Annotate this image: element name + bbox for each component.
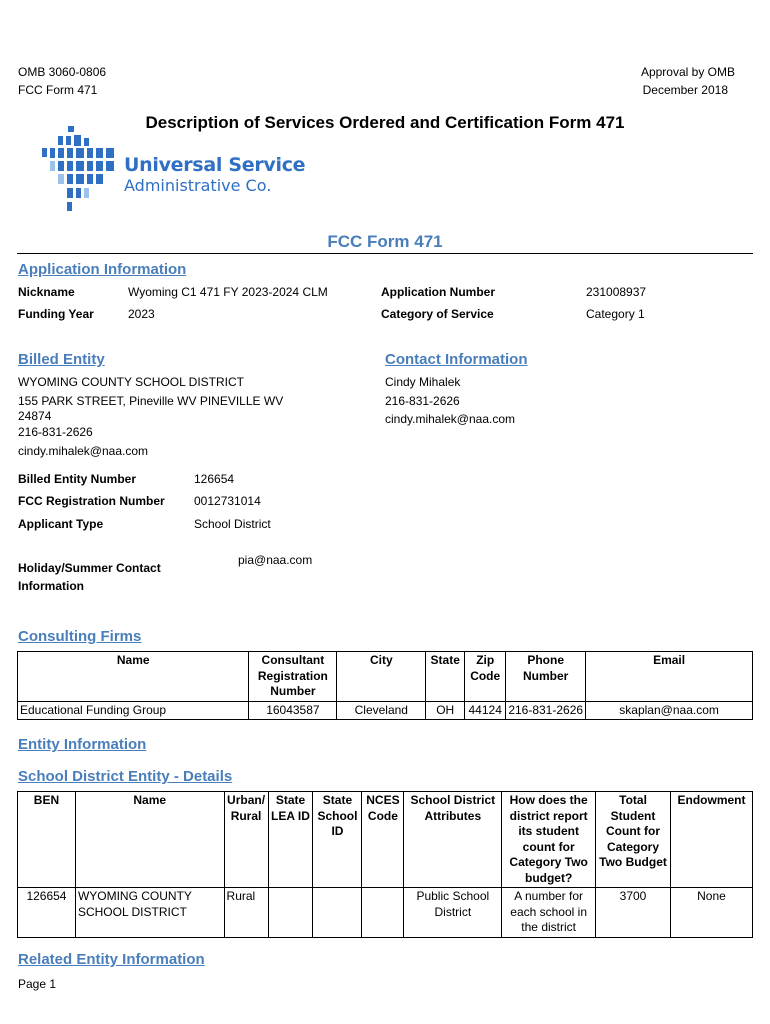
- billed-entity-email: cindy.mihalek@naa.com: [18, 444, 149, 458]
- table-cell: 16043587: [249, 701, 337, 720]
- ben-value: 126654: [194, 472, 235, 486]
- column-header: Name: [18, 652, 249, 702]
- contact-name: Cindy Mihalek: [385, 375, 461, 389]
- nickname-label: Nickname: [18, 285, 75, 299]
- consulting-firms-table: [17, 651, 753, 720]
- usac-logo: [40, 124, 306, 214]
- school-district-table: [17, 791, 753, 938]
- form-number: FCC Form 471: [18, 83, 98, 97]
- table-cell: 3700: [596, 888, 671, 938]
- table-cell: [313, 888, 362, 938]
- contact-phone: 216-831-2626: [385, 394, 460, 408]
- table-cell: Cleveland: [337, 701, 426, 720]
- table-cell: OH: [426, 701, 465, 720]
- application-number-label: Application Number: [381, 285, 496, 299]
- application-number-value: 231008937: [586, 285, 647, 299]
- holiday-contact-label-line2: Information: [18, 579, 84, 593]
- column-header: Name: [75, 792, 224, 888]
- frn-value: 0012731014: [194, 494, 261, 508]
- table-cell: None: [670, 888, 752, 938]
- table-cell: skaplan@naa.com: [586, 701, 753, 720]
- logo-text-line1: Universal Service: [124, 154, 306, 176]
- entity-info-heading: Entity Information: [18, 736, 147, 753]
- column-header: State: [426, 652, 465, 702]
- table-header-row: [18, 652, 753, 702]
- application-info-heading: Application Information: [18, 261, 187, 278]
- contact-info-heading: Contact Information: [385, 351, 528, 368]
- table-cell: WYOMING COUNTY SCHOOL DISTRICT: [75, 888, 224, 938]
- column-header: School District Attributes: [404, 792, 502, 888]
- omb-number: OMB 3060-0806: [18, 65, 107, 79]
- page-number: Page 1: [18, 977, 57, 991]
- table-header-row: [18, 792, 753, 888]
- billed-entity-address1: 155 PARK STREET, Pineville WV PINEVILLE WV: [18, 394, 284, 408]
- related-entity-heading: Related Entity Information: [18, 951, 205, 968]
- table-cell: 126654: [18, 888, 76, 938]
- approval-text: Approval by OMB: [640, 65, 735, 79]
- holiday-contact-label-line1: Holiday/Summer Contact: [18, 561, 161, 575]
- contact-email: cindy.mihalek@naa.com: [385, 412, 516, 426]
- column-header: Email: [586, 652, 753, 702]
- table-cell: [362, 888, 404, 938]
- title-divider: [17, 253, 753, 254]
- column-header: Endowment: [670, 792, 752, 888]
- billed-entity-heading: Billed Entity: [18, 351, 105, 368]
- approval-date: December 2018: [642, 83, 728, 97]
- column-header: How does the district report its student count for Category Two budget?: [502, 792, 596, 888]
- column-header: City: [337, 652, 426, 702]
- consulting-firms-heading: Consulting Firms: [18, 628, 142, 645]
- table-cell: 44124: [465, 701, 506, 720]
- column-header: Urban/ Rural: [224, 792, 268, 888]
- column-header: Total Student Count for Category Two Budget: [596, 792, 671, 888]
- category-label: Category of Service: [381, 307, 494, 321]
- column-header: Consultant Registration Number: [249, 652, 337, 702]
- column-header: State LEA ID: [268, 792, 313, 888]
- table-cell: A number for each school in the district: [502, 888, 596, 938]
- document-title: Description of Services Ordered and Certification Form 471: [145, 113, 625, 132]
- usac-logo-mark-icon: [40, 124, 120, 214]
- column-header: NCES Code: [362, 792, 404, 888]
- applicant-type-value: School District: [194, 517, 271, 531]
- table-cell: 216-831-2626: [506, 701, 586, 720]
- funding-year-value: 2023: [128, 307, 155, 321]
- table-cell: Public School District: [404, 888, 502, 938]
- table-cell: [268, 888, 313, 938]
- funding-year-label: Funding Year: [18, 307, 94, 321]
- billed-entity-phone: 216-831-2626: [18, 425, 93, 439]
- frn-label: FCC Registration Number: [18, 494, 165, 508]
- logo-text-line2: Administrative Co.: [124, 176, 272, 195]
- category-value: Category 1: [586, 307, 645, 321]
- form-title: FCC Form 471: [327, 232, 443, 251]
- column-header: State School ID: [313, 792, 362, 888]
- column-header: Phone Number: [506, 652, 586, 702]
- table-row: [18, 701, 753, 720]
- school-district-heading: School District Entity - Details: [18, 768, 233, 785]
- column-header: BEN: [18, 792, 76, 888]
- billed-entity-name: WYOMING COUNTY SCHOOL DISTRICT: [18, 375, 245, 389]
- table-row: [18, 888, 753, 938]
- applicant-type-label: Applicant Type: [18, 517, 104, 531]
- holiday-contact-value: pia@naa.com: [238, 553, 313, 567]
- billed-entity-address2: 24874: [18, 409, 52, 423]
- table-cell: Educational Funding Group: [18, 701, 249, 720]
- column-header: Zip Code: [465, 652, 506, 702]
- ben-label: Billed Entity Number: [18, 472, 137, 486]
- nickname-value: Wyoming C1 471 FY 2023-2024 CLM: [128, 285, 328, 299]
- table-cell: Rural: [224, 888, 268, 938]
